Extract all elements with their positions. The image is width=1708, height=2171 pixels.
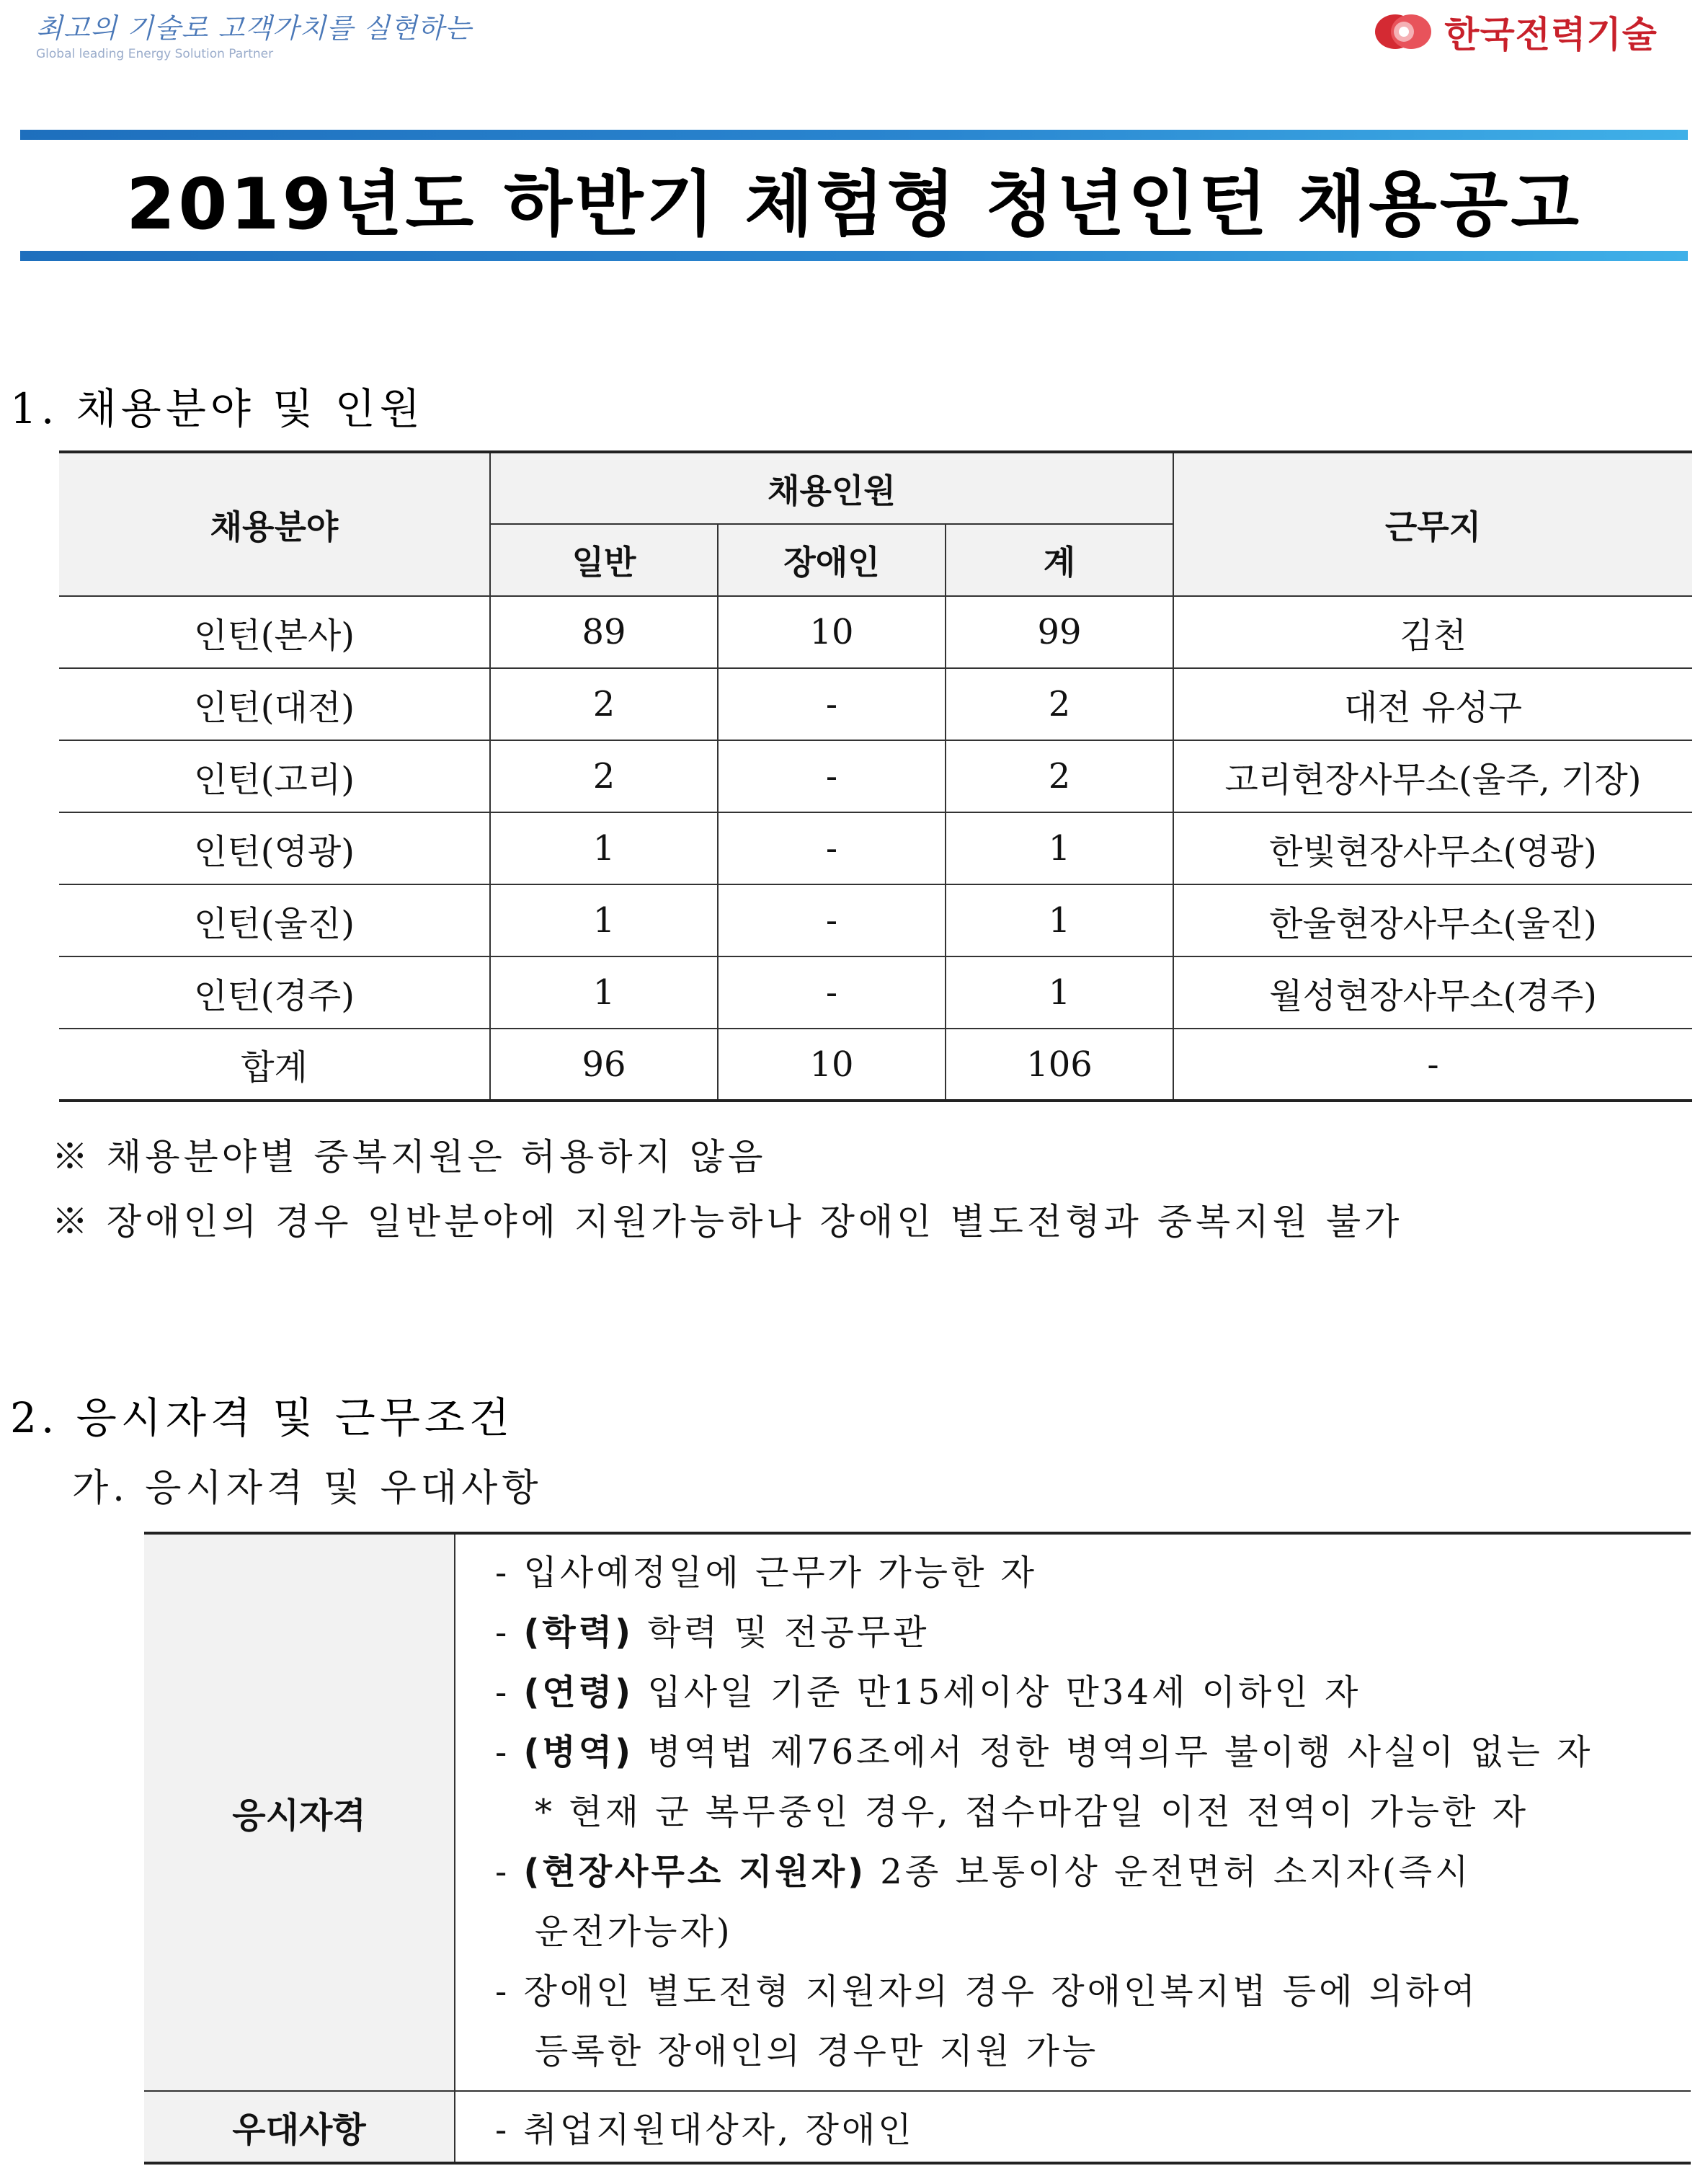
cell-total: 1 bbox=[946, 956, 1173, 1029]
cell-general: 89 bbox=[490, 596, 718, 668]
qualification-label: 응시자격 bbox=[144, 1533, 455, 2091]
preference-label: 우대사항 bbox=[144, 2091, 455, 2163]
title-bottom-bar bbox=[20, 251, 1688, 261]
cell-field: 인턴(영광) bbox=[59, 812, 490, 884]
cell-field: 인턴(대전) bbox=[59, 668, 490, 740]
cell-location: - bbox=[1173, 1029, 1692, 1101]
qualification-item: - (학력) 학력 및 전공무관 bbox=[495, 1612, 930, 1653]
qualification-item: - (현장사무소 지원자) 2종 보통이상 운전면허 소지자(즉시 bbox=[495, 1852, 1472, 1892]
logo-mark-icon bbox=[1374, 10, 1434, 53]
header-disabled: 장애인 bbox=[718, 524, 946, 596]
cell-total: 2 bbox=[946, 668, 1173, 740]
cell-location: 월성현장사무소(경주) bbox=[1173, 956, 1692, 1029]
cell-disabled: - bbox=[718, 956, 946, 1029]
table-row bbox=[59, 812, 1692, 884]
cell-location: 한울현장사무소(울진) bbox=[1173, 884, 1692, 956]
qualification-table bbox=[144, 1532, 1691, 2165]
cell-location: 대전 유성구 bbox=[1173, 668, 1692, 740]
company-logo bbox=[1374, 6, 1658, 58]
header-total: 계 bbox=[946, 524, 1173, 596]
company-slogan bbox=[36, 6, 472, 61]
note-duplicate-application: ※ 채용분야별 중복지원은 허용하지 않음 bbox=[52, 1136, 767, 1178]
cell-field: 인턴(고리) bbox=[59, 740, 490, 812]
slogan-text: 최고의 기술로 고객가치를 실현하는 bbox=[36, 12, 472, 44]
header-field: 채용분야 bbox=[59, 452, 490, 596]
cell-general: 1 bbox=[490, 956, 718, 1029]
header-general: 일반 bbox=[490, 524, 718, 596]
recruitment-table bbox=[59, 450, 1692, 1102]
note-disabled-application: ※ 장애인의 경우 일반분야에 지원가능하나 장애인 별도전형과 중복지원 불가 bbox=[52, 1201, 1403, 1243]
cell-general: 2 bbox=[490, 740, 718, 812]
cell-disabled: 10 bbox=[718, 596, 946, 668]
table-row bbox=[59, 956, 1692, 1029]
section2-subheading: 가. 응시자격 및 우대사항 bbox=[72, 1467, 543, 1510]
cell-disabled: - bbox=[718, 668, 946, 740]
qualification-item: - (병역) 병역법 제76조에서 정한 병역의무 불이행 사실이 없는 자 bbox=[495, 1732, 1593, 1772]
slogan-english: Global leading Energy Solution Partner bbox=[36, 47, 274, 61]
logo-text: 한국전력기술 bbox=[1444, 14, 1658, 56]
cell-disabled: 10 bbox=[718, 1029, 946, 1101]
cell-field: 인턴(울진) bbox=[59, 884, 490, 956]
cell-location: 김천 bbox=[1173, 596, 1692, 668]
table-row bbox=[59, 668, 1692, 740]
header-headcount: 채용인원 bbox=[490, 452, 1173, 524]
cell-total: 1 bbox=[946, 812, 1173, 884]
cell-total: 2 bbox=[946, 740, 1173, 812]
cell-total: 1 bbox=[946, 884, 1173, 956]
cell-total: 106 bbox=[946, 1029, 1173, 1101]
cell-field: 합계 bbox=[59, 1029, 490, 1101]
table-row bbox=[59, 740, 1692, 812]
qualification-item: - 장애인 별도전형 지원자의 경우 장애인복지법 등에 의하여 bbox=[495, 1971, 1478, 2012]
qualification-item: - (연령) 입사일 기준 만15세이상 만34세 이하인 자 bbox=[495, 1672, 1361, 1713]
cell-location: 고리현장사무소(울주, 기장) bbox=[1173, 740, 1692, 812]
page-title: 2019년도 하반기 체험형 청년인턴 채용공고 bbox=[126, 164, 1582, 246]
qualification-continuation: 운전가능자) bbox=[535, 1912, 733, 1952]
cell-field: 인턴(본사) bbox=[59, 596, 490, 668]
title-top-bar bbox=[20, 130, 1688, 140]
section2-heading: 2. 응시자격 및 근무조건 bbox=[10, 1393, 514, 1442]
cell-field: 인턴(경주) bbox=[59, 956, 490, 1029]
qualification-item: - 입사예정일에 근무가 가능한 자 bbox=[495, 1553, 1038, 1593]
preference-text: - 취업지원대상자, 장애인 bbox=[455, 2091, 1691, 2163]
table-row bbox=[59, 596, 1692, 668]
cell-general: 2 bbox=[490, 668, 718, 740]
cell-general: 96 bbox=[490, 1029, 718, 1101]
cell-total: 99 bbox=[946, 596, 1173, 668]
cell-disabled: - bbox=[718, 812, 946, 884]
qualification-continuation: 등록한 장애인의 경우만 지원 가능 bbox=[535, 2031, 1099, 2072]
cell-general: 1 bbox=[490, 884, 718, 956]
table-row-total bbox=[59, 1029, 1692, 1101]
qualification-list bbox=[455, 1533, 1691, 2091]
section1-heading: 1. 채용분야 및 인원 bbox=[10, 384, 424, 433]
table-row bbox=[59, 884, 1692, 956]
qualification-subnote: * 현재 군 복무중인 경우, 접수마감일 이전 전역이 가능한 자 bbox=[535, 1792, 1529, 1832]
cell-disabled: - bbox=[718, 884, 946, 956]
cell-general: 1 bbox=[490, 812, 718, 884]
cell-disabled: - bbox=[718, 740, 946, 812]
cell-location: 한빛현장사무소(영광) bbox=[1173, 812, 1692, 884]
header-location: 근무지 bbox=[1173, 452, 1692, 596]
